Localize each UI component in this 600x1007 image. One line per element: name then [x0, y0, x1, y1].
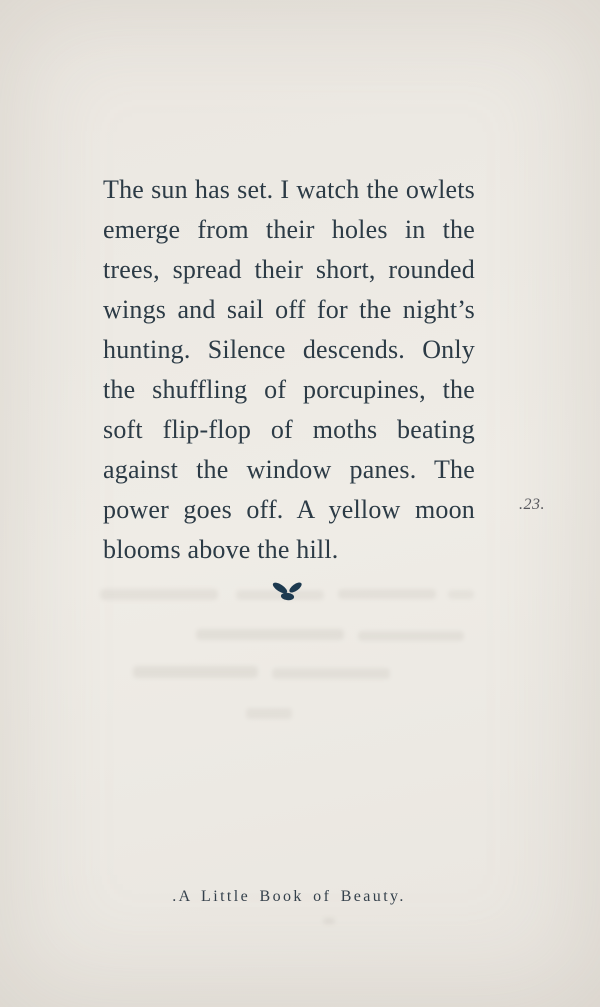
show-through-line: [272, 668, 390, 679]
show-through-line: [448, 590, 474, 599]
paragraph: [103, 170, 475, 570]
paragraph-line: power goes off. A yellow moon: [103, 495, 475, 524]
show-through-line: [246, 708, 292, 719]
paragraph-line: trees, spread their short, rounded: [103, 255, 475, 284]
paragraph-line: blooms above the hill.: [103, 535, 339, 564]
show-through-line: [196, 629, 344, 640]
page-number: .23.: [519, 496, 545, 513]
paragraph-line: soft flip-flop of moths beating: [103, 415, 475, 444]
show-through-line: [133, 666, 258, 678]
show-through-line: [100, 589, 218, 600]
paragraph-line: the shuffling of porcupines, the: [103, 375, 475, 404]
paragraph-line: against the window panes. The: [103, 455, 475, 484]
show-through-line: [323, 918, 335, 924]
paragraph-line: wings and sail off for the night’s: [103, 295, 475, 324]
running-footer: .A Little Book of Beauty.: [172, 888, 406, 905]
leaf-fleuron-icon: [270, 579, 306, 604]
paragraph-line: emerge from their holes in the: [103, 215, 475, 244]
paragraph-line: hunting. Silence descends. Only: [103, 335, 475, 364]
show-through-line: [358, 631, 464, 641]
paragraph-line: The sun has set. I watch the owlets: [103, 175, 475, 204]
show-through-line: [338, 589, 436, 599]
